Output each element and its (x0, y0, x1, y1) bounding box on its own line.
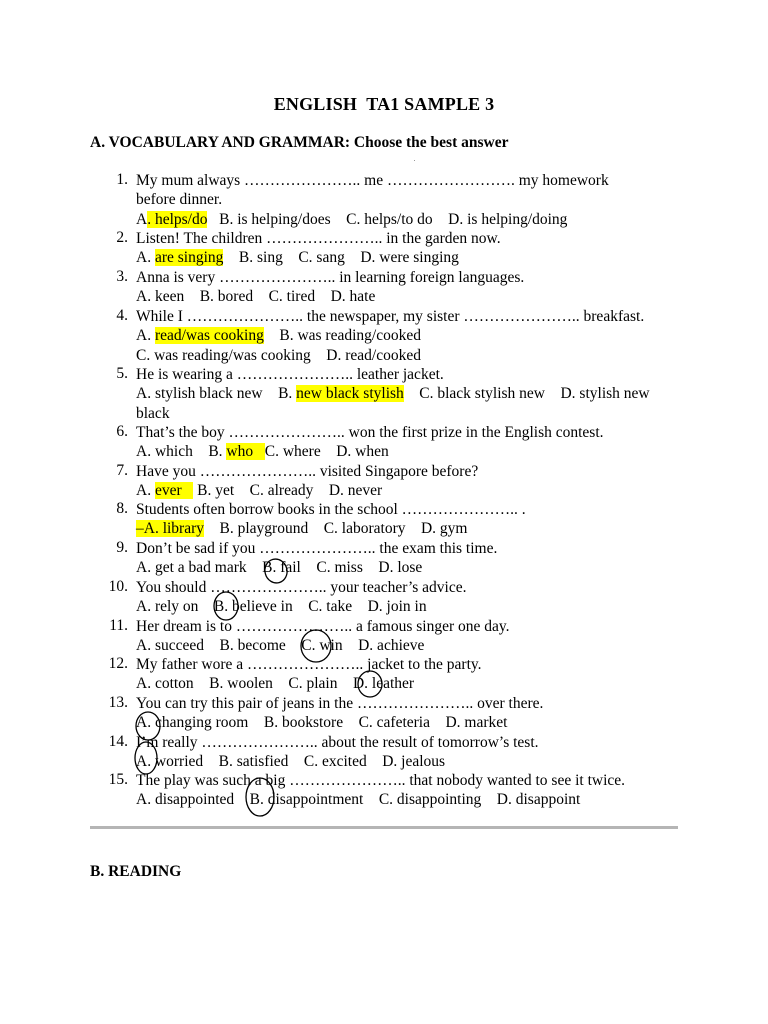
other-options: B. is helping/does C. helps/to do D. is helping/doing (207, 210, 568, 228)
question-number: 9. (116, 539, 128, 556)
question-number: 15. (108, 771, 128, 788)
question-text: Listen! The children ………………….. in the garden now. (136, 230, 501, 247)
question-number: 4. (116, 307, 128, 324)
page-title: ENGLISH TA1 SAMPLE 3 (273, 94, 495, 114)
question-number: 7. (116, 462, 128, 479)
options-before: A. (136, 482, 155, 500)
answer-options: A. rely on B. believe in C. take D. join in (136, 598, 427, 616)
question-text-continued: before dinner. (136, 191, 223, 209)
section-b-heading: B. READING (90, 863, 182, 880)
answer-options: A. succeed B. become C. win D. achieve (136, 637, 425, 655)
answer-options (136, 442, 389, 461)
highlighted-answer: who (226, 443, 265, 461)
answer-options-continued: black (136, 404, 170, 422)
option-a-prefix: A. (136, 249, 155, 267)
question-number: 6. (116, 423, 128, 440)
other-options: B. was reading/cooked (263, 327, 421, 345)
question-text: I’m really ………………….. about the result of tomorrow’s test. (136, 734, 539, 751)
question-number: 5. (116, 365, 128, 382)
answer-options: A. changing room B. bookstore C. cafeteria D. market (136, 714, 508, 732)
highlighted-answer: . helps/do (147, 210, 208, 228)
question-text: Have you ………………….. visited Singapore before? (136, 463, 479, 480)
question-text: You should ………………….. your teacher’s advice. (136, 579, 467, 596)
question-text: While I ………………….. the newspaper, my sister ………………….. breakfast. (136, 308, 645, 325)
option-a-prefix: A. (136, 327, 155, 345)
highlighted-answer: ever (154, 482, 194, 500)
question-text: My mum always ………………….. me ……………………. my homework (136, 172, 609, 189)
options-after: C. black stylish new D. stylish new (403, 385, 650, 403)
answer-options (136, 519, 468, 538)
answer-options (136, 384, 650, 403)
question-text: Her dream is to ………………….. a famous singer one day. (136, 618, 510, 635)
question-text: Don’t be sad if you ………………….. the exam this time. (136, 540, 498, 557)
answer-options (136, 326, 421, 345)
answer-options: A. keen B. bored C. tired D. hate (136, 288, 376, 306)
question-number: 2. (116, 229, 128, 246)
options-after: C. where D. when (264, 443, 389, 461)
options-before: A. which B. (136, 443, 227, 461)
other-options: B. sing C. sang D. were singing (223, 249, 459, 267)
question-number: 3. (116, 268, 128, 285)
highlighted-answer: are singing (154, 249, 224, 267)
question-text: Students often borrow books in the school ………………….. . (136, 501, 526, 518)
question-number: 10. (108, 578, 128, 595)
highlighted-answer: –A. library (136, 520, 205, 538)
answer-options (136, 210, 567, 229)
question-number: 14. (108, 733, 128, 750)
question-text: Anna is very ………………….. in learning foreign languages. (136, 269, 525, 286)
section-a-heading: A. VOCABULARY AND GRAMMAR: Choose the best answer (90, 134, 509, 151)
options-before: A. stylish black new B. (136, 385, 297, 403)
section-divider (90, 826, 678, 829)
answer-options (136, 248, 459, 267)
answer-options: A. cotton B. woolen C. plain D. leather (136, 675, 415, 693)
highlighted-answer: new black stylish (296, 385, 404, 403)
question-text: That’s the boy ………………….. won the first prize in the English contest. (136, 424, 604, 441)
question-text: He is wearing a ………………….. leather jacket. (136, 366, 444, 383)
highlighted-answer: read/was cooking (154, 327, 264, 345)
question-number: 8. (116, 500, 128, 517)
stray-dot (414, 160, 415, 161)
answer-options: A. disappointed B. disappointment C. disappointing D. disappoint (136, 791, 581, 809)
answer-options: A. get a bad mark B. fail C. miss D. lose (136, 559, 423, 577)
question-number: 1. (116, 171, 128, 188)
answer-options: A. worried B. satisfied C. excited D. jealous (136, 753, 446, 771)
answer-options (136, 481, 382, 500)
option-a-prefix: A (136, 210, 148, 228)
options-after: B. yet C. already D. never (193, 482, 383, 500)
question-number: 11. (109, 617, 128, 634)
options-after: B. playground C. laboratory D. gym (204, 520, 468, 538)
question-number: 13. (108, 694, 128, 711)
question-text: My father wore a ………………….. jacket to the party. (136, 656, 482, 673)
question-text: You can try this pair of jeans in the ………………….. over there. (136, 695, 544, 712)
question-number: 12. (108, 655, 128, 672)
question-text: The play was such a big ………………….. that nobody wanted to see it twice. (136, 772, 626, 789)
answer-options-continued: C. was reading/was cooking D. read/cooked (136, 346, 421, 364)
